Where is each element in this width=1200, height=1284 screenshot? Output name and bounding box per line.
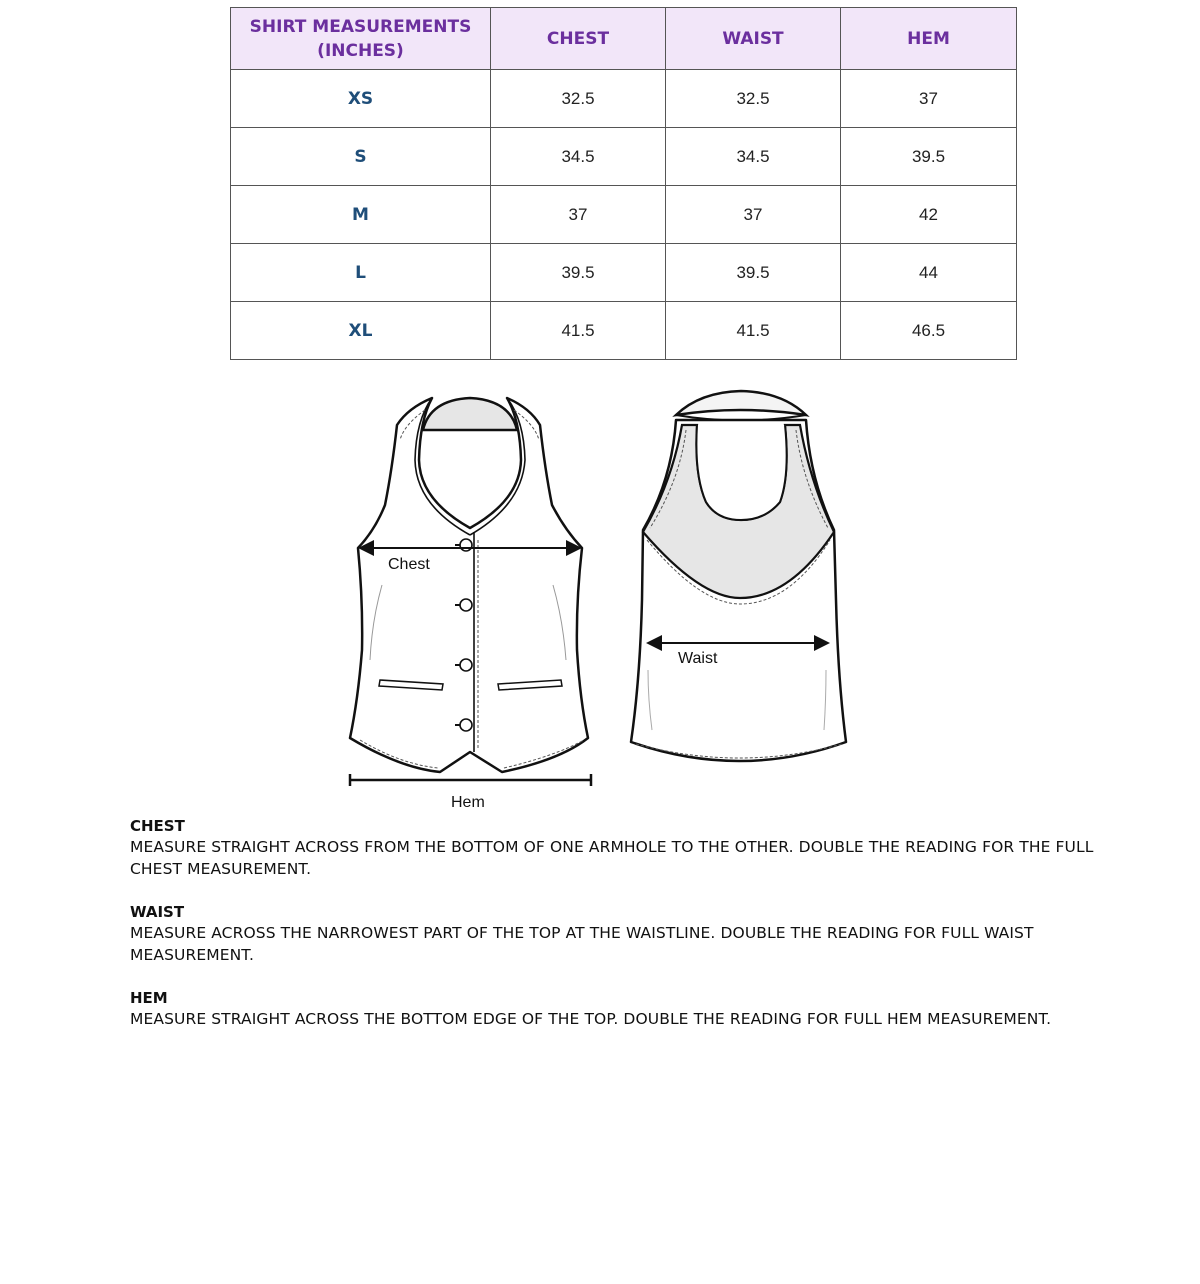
chest-cell: 39.5: [491, 244, 666, 302]
note-body: MEASURE STRAIGHT ACROSS THE BOTTOM EDGE OF THE TOP. DOUBLE THE READING FOR FULL HEM MEASUREMENT.: [130, 1010, 1052, 1028]
table-row: [231, 128, 1017, 186]
hem-measure-line: [350, 774, 591, 786]
table-row: [231, 244, 1017, 302]
chest-cell: 37: [491, 186, 666, 244]
table-row: [231, 70, 1017, 128]
chest-cell: 41.5: [491, 302, 666, 360]
waist-label: Waist: [678, 650, 718, 667]
table-header-row: [231, 8, 1017, 70]
waist-cell: 39.5: [666, 244, 841, 302]
size-cell: S: [231, 128, 491, 186]
table-row: [231, 186, 1017, 244]
size-cell: M: [231, 186, 491, 244]
chest-cell: 34.5: [491, 128, 666, 186]
chest-label: Chest: [388, 556, 430, 573]
note-waist: [130, 902, 1130, 966]
header-chest: CHEST: [491, 8, 666, 70]
note-body: MEASURE STRAIGHT ACROSS FROM THE BOTTOM OF ONE ARMHOLE TO THE OTHER. DOUBLE THE READING FOR THE FULL CHEST MEASUREMENT.: [130, 838, 1094, 878]
hem-cell: 42: [841, 186, 1017, 244]
header-hem: HEM: [841, 8, 1017, 70]
vest-measurement-diagram: [330, 370, 870, 815]
waist-cell: 32.5: [666, 70, 841, 128]
note-chest: [130, 816, 1130, 880]
hem-cell: 44: [841, 244, 1017, 302]
note-title: WAIST: [130, 903, 185, 921]
header-waist: WAIST: [666, 8, 841, 70]
chest-cell: 32.5: [491, 70, 666, 128]
waist-cell: 37: [666, 186, 841, 244]
note-title: CHEST: [130, 817, 185, 835]
note-title: HEM: [130, 989, 168, 1007]
vest-back-drawing: [631, 391, 846, 761]
measurement-instructions: [130, 816, 1130, 1052]
hem-cell: 46.5: [841, 302, 1017, 360]
size-cell: L: [231, 244, 491, 302]
hem-cell: 39.5: [841, 128, 1017, 186]
size-chart-table: [230, 7, 1017, 360]
note-hem: [130, 988, 1130, 1030]
vest-front-drawing: [350, 398, 588, 772]
header-shirt-measurements: SHIRT MEASUREMENTS (INCHES): [231, 8, 491, 70]
waist-cell: 41.5: [666, 302, 841, 360]
hem-label: Hem: [451, 794, 485, 811]
table-row: [231, 302, 1017, 360]
size-cell: XL: [231, 302, 491, 360]
waist-cell: 34.5: [666, 128, 841, 186]
note-body: MEASURE ACROSS THE NARROWEST PART OF THE TOP AT THE WAISTLINE. DOUBLE THE READING FOR FULL WAIST MEASUREMENT.: [130, 924, 1034, 964]
hem-cell: 37: [841, 70, 1017, 128]
size-cell: XS: [231, 70, 491, 128]
